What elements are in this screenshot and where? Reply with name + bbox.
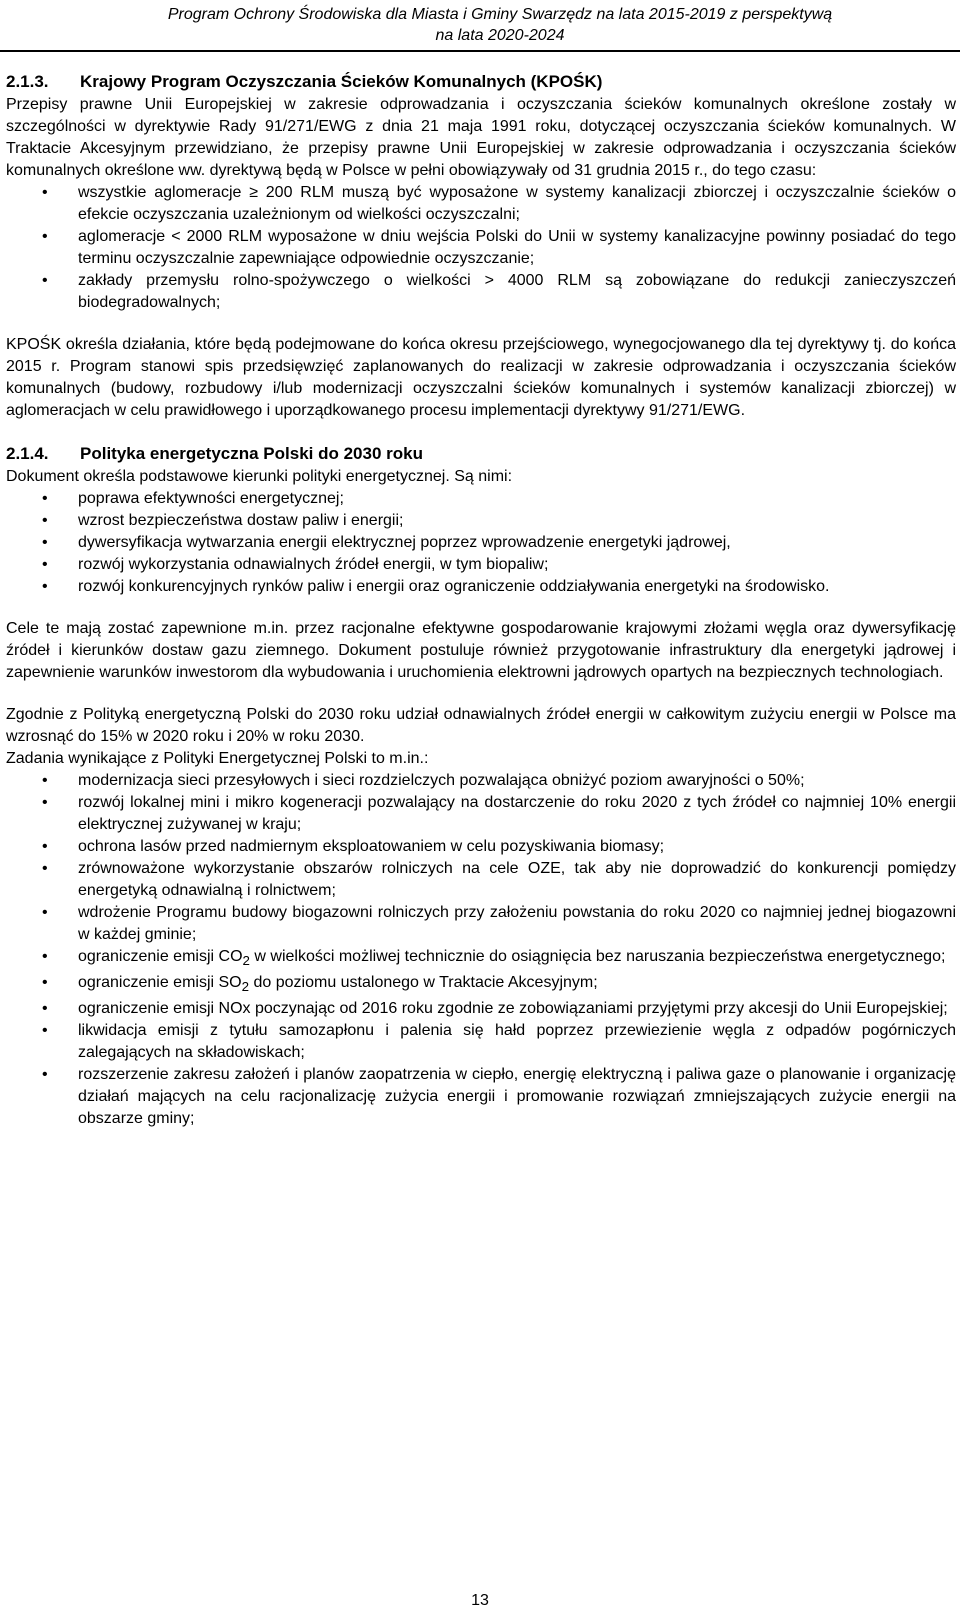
list-item-text: zakłady przemysłu rolno-spożywczego o wielkości > 4000 RLM są zobowiązane do redukcji zanieczyszczeń biodegradowalnych; [78, 272, 956, 311]
list-item-text: wzrost bezpieczeństwa dostaw paliw i energii; [78, 512, 404, 529]
bullet-icon: • [42, 1066, 48, 1084]
bullet-icon: • [42, 228, 48, 245]
header-line-2: na lata 2020-2024 [435, 27, 565, 44]
bullet-icon: • [42, 512, 48, 529]
list-item [6, 946, 956, 972]
paragraph: Przepisy prawne Unii Europejskiej w zakresie odprowadzania i oczyszczania ścieków komunalnych określone zostały w szczególności w dyrektywie Rady 91/271/EWG z dnia 21 maja 1991 roku, dotyczącej oczyszczania ścieków komunalnych. W Traktacie Akcesyjnym przewidziano, że przepisy prawne Unii Europejskiej w zakresie odprowadzania i oczyszczania ścieków komunalnych określone ww. dyrektywą będą w Polsce w pełni obowiązywały od 31 grudnia 2015 r., do tego czasu: [6, 96, 956, 179]
list-item-text: rozwój wykorzystania odnawialnych źródeł energii, w tym biopaliw; [78, 556, 549, 573]
list-item-text: rozwój konkurencyjnych rynków paliw i energii oraz ograniczenie oddziaływania energetyki na środowisko. [78, 578, 830, 595]
section-heading-213 [6, 70, 956, 94]
list-item [6, 792, 956, 836]
bullet-icon: • [42, 272, 48, 289]
list-item [6, 488, 956, 510]
list-item [6, 226, 956, 270]
section-title: Krajowy Program Oczyszczania Ścieków Komunalnych (KPOŚK) [80, 72, 603, 91]
list-item [6, 532, 956, 554]
list-item-text: poprawa efektywności energetycznej; [78, 490, 344, 507]
paragraph: Cele te mają zostać zapewnione m.in. przez racjonalne efektywne gospodarowanie krajowymi złożami węgla oraz dywersyfikację źródeł i kierunków dostaw gazu ziemnego. Dokument postuluje również przygotowanie infrastruktury dla energetyki jądrowej i zapewnienie warunków inwestorom dla wybudowania i uruchomienia elektrowni jądrowych opartych na bezpiecznych technologiach. [6, 620, 956, 681]
section-number: 2.1.3. [6, 72, 49, 91]
list-item [6, 998, 956, 1020]
list-item [6, 576, 956, 598]
so2-subscript: 2 [241, 979, 250, 995]
list-item-text: likwidacja emisji z tytułu samozapłonu i palenia się hałd poprzez przewiezienie węgla z odpadów pogórniczych zalegających na składowiskach; [78, 1022, 956, 1062]
list-item [6, 554, 956, 576]
paragraph: Zgodnie z Polityką energetyczną Polski do 2030 roku udział odnawialnych źródeł energii w całkowitym zużyciu energii w Polsce ma wzrosnąć do 15% w 2020 roku i 20% w roku 2030. [6, 706, 956, 745]
bullet-icon: • [42, 1000, 48, 1018]
document-body [6, 70, 956, 1130]
list-item-text: aglomeracje < 2000 RLM wyposażone w dniu wejścia Polski do Unii w systemy kanalizacyjne powinny posiadać do tego terminu oczyszczalnie zapewniające odpowiednie oczyszczanie; [78, 228, 956, 267]
bullet-list [6, 488, 956, 598]
paragraph: Dokument określa podstawowe kierunki polityki energetycznej. Są nimi: [6, 468, 513, 485]
bullet-icon: • [42, 860, 48, 877]
list-item [6, 510, 956, 532]
list-item [6, 270, 956, 314]
bullet-icon: • [42, 534, 48, 551]
list-item [6, 182, 956, 226]
list-item [6, 902, 956, 946]
bullet-icon: • [42, 772, 48, 789]
list-item-text: rozwój lokalnej mini i mikro kogeneracji pozwalający na dostarczenie do roku 2020 z tych źródeł co najmniej 10% energii elektrycznej zużywanej w kraju; [78, 794, 956, 833]
bullet-icon: • [42, 838, 48, 855]
page-number: 13 [471, 1592, 489, 1609]
bullet-list [6, 182, 956, 314]
bullet-icon: • [42, 1022, 48, 1040]
paragraph: KPOŚK określa działania, które będą podejmowane do końca okresu przejściowego, wynegocjowanego dla tej dyrektywy tj. do końca 2015 r. Program stanowi spis przedsięwzięć zaplanowanych do realizacji w zakresie odprowadzania i oczyszczania ścieków komunalnych (budowy, rozbudowy i/lub modernizacji oczyszczalni ścieków komunalnych i systemów kanalizacji zbiorczej) w aglomeracjach w celu prawidłowego i uporządkowanego procesu implementacji dyrektywy 91/271/EWG. [6, 336, 956, 419]
running-header [60, 4, 940, 46]
paragraph: Zadania wynikające z Polityki Energetycznej Polski to m.in.: [6, 750, 429, 767]
bullet-icon: • [42, 184, 48, 201]
bullet-icon: • [42, 904, 48, 921]
bullet-icon: • [42, 794, 48, 811]
so2-text-a: ograniczenie emisji SO [78, 974, 242, 992]
bullet-icon: • [42, 974, 48, 992]
so2-text-b: do poziomu ustalonego w Traktacie Akcesyjnym; [249, 974, 598, 992]
list-item-text: modernizacja sieci przesyłowych i sieci rozdzielczych pozwalająca obniżyć poziom awaryjności o 50%; [78, 772, 805, 789]
list-item [6, 972, 956, 998]
section-title: Polityka energetyczna Polski do 2030 roku [80, 444, 423, 463]
bullet-icon: • [42, 490, 48, 507]
list-item-text: wszystkie aglomeracje ≥ 200 RLM muszą być wyposażone w systemy kanalizacji zbiorczej i oczyszczalnie ścieków o efekcie oczyszczania uzależnionym od wielkości oczyszczalni; [78, 184, 956, 223]
co2-subscript: 2 [242, 953, 250, 969]
list-item [6, 770, 956, 792]
section-heading-214 [6, 442, 956, 466]
list-item-text: zrównoważone wykorzystanie obszarów rolniczych na cele OZE, tak aby nie doprowadzić do konkurencji pomiędzy energetyką odnawialną i rolnictwem; [78, 860, 956, 899]
list-item [6, 1064, 956, 1130]
header-line-1: Program Ochrony Środowiska dla Miasta i Gminy Swarzędz na lata 2015-2019 z perspektywą [167, 6, 833, 23]
list-item [6, 836, 956, 858]
list-item-text: ograniczenie emisji NOx poczynając od 2016 roku zgodnie ze zobowiązaniami przyjętymi przy akcesji do Unii Europejskiej; [78, 1000, 948, 1018]
list-item-text: dywersyfikacja wytwarzania energii elektrycznej poprzez wprowadzenie energetyki jądrowej, [78, 534, 731, 551]
co2-text-a: ograniczenie emisji CO [78, 948, 243, 965]
bullet-icon: • [42, 578, 48, 595]
list-item [6, 858, 956, 902]
list-item [6, 1020, 956, 1064]
header-rule [0, 50, 960, 52]
list-item-text: rozszerzenie zakresu założeń i planów zaopatrzenia w ciepło, energię elektryczną i paliwa gaze o planowanie i organizację działań mających na celu racjonalizację zużycia energii i promowanie rozwiązań zmniejszających zużycie energii na obszarze gminy; [78, 1066, 956, 1128]
tasks-list [6, 770, 956, 1130]
section-number: 2.1.4. [6, 444, 49, 463]
list-item-text: ochrona lasów przed nadmiernym eksploatowaniem w celu pozyskiwania biomasy; [78, 838, 665, 855]
bullet-icon: • [42, 948, 48, 965]
co2-text-b: w wielkości możliwej technicznie do osiągnięcia bez naruszania bezpieczeństwa energetycznego; [249, 948, 946, 965]
bullet-icon: • [42, 556, 48, 573]
list-item-text: wdrożenie Programu budowy biogazowni rolniczych przy założeniu powstania do roku 2020 co najmniej jednej biogazowni w każdej gminie; [78, 904, 956, 943]
